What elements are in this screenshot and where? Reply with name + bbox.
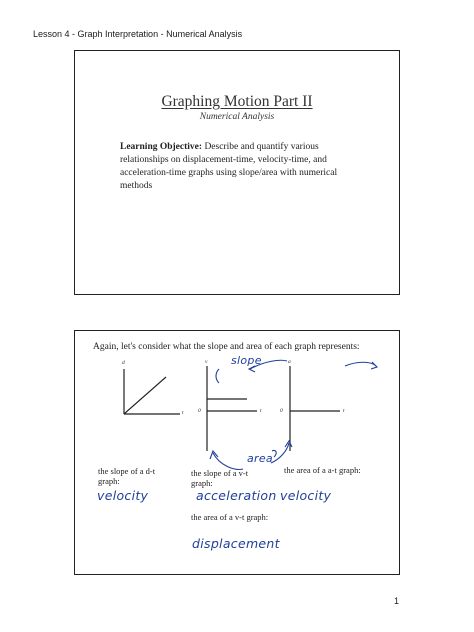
a-axis-label: a [288, 359, 291, 365]
answer-acceleration: acceleration [196, 488, 277, 503]
caption-area-vt: the area of a v-t graph: [191, 512, 269, 522]
answer-velocity-1: velocity [97, 488, 149, 503]
a-t-zero-label: 0 [280, 408, 283, 414]
v-t-t-label: t [260, 408, 262, 414]
v-axis-label: v [205, 359, 208, 365]
d-t-line [124, 377, 166, 414]
caption-slope-dt: the slope of a d-t graph: [98, 466, 156, 486]
answer-displacement: displacement [192, 536, 280, 551]
slope-tick [216, 369, 219, 383]
d-t-graph [124, 369, 180, 414]
v-t-zero-label: 0 [198, 408, 201, 414]
a-t-t-label: t [343, 408, 345, 414]
slope-annotation: slope [231, 354, 262, 367]
caption-slope-vt: the slope of a v-t graph: [191, 468, 249, 488]
caption-area-at: the area of a a-t graph: [284, 465, 361, 475]
slope-arrow-right [345, 362, 376, 366]
learning-objective [120, 141, 365, 193]
slide-subtitle: Numerical Analysis [199, 112, 275, 122]
area-annotation: area [247, 452, 273, 465]
slide-slope-area [74, 330, 400, 575]
a-t-graph [290, 366, 340, 451]
area-arrow-left [213, 453, 243, 469]
d-axis-label: d [122, 360, 125, 366]
d-t-t-label: t [182, 410, 184, 416]
objective-label: Learning Objective: [120, 142, 203, 152]
answer-velocity-2: velocity [280, 488, 332, 503]
slide2-heading: Again, let's consider what the slope and area of each graph represents: [93, 342, 360, 352]
slide-title-heading: Graphing Motion Part II [161, 93, 313, 110]
v-t-graph [207, 366, 257, 451]
objective-text: Describe and quantify various relationships on displacement-time, velocity-time, and acceleration-time graphs using slope/area with numerical methods [120, 142, 338, 191]
page-header: Lesson 4 - Graph Interpretation - Numerical Analysis [33, 29, 243, 39]
page-number: 1 [393, 596, 399, 606]
slide-title [74, 50, 400, 295]
